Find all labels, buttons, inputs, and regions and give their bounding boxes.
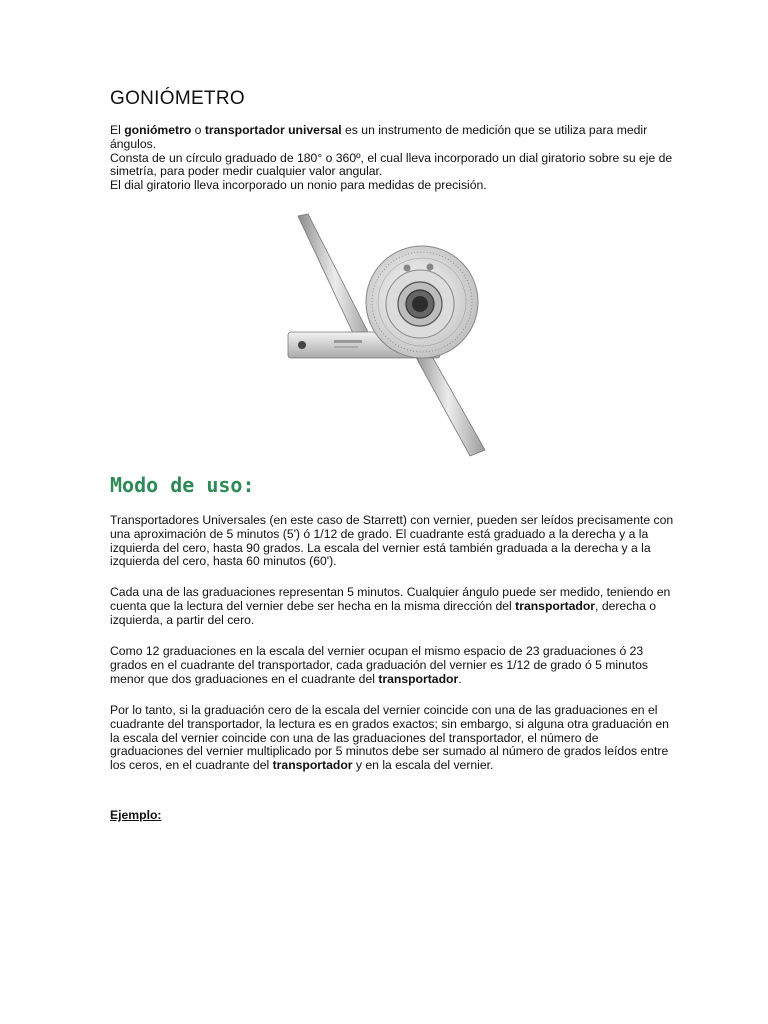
intro-line-2: Consta de un círculo graduado de 180° o 360º, el cual lleva incorporado un dial giratorio sobre su eje de simetría, para poder medir cualquier valor angular. bbox=[110, 150, 673, 179]
intro-bold-transportador: transportador universal bbox=[204, 123, 342, 137]
p2-text: Cada una de las graduaciones representan 5 minutos. Cualquier ángulo puede ser medido, teniendo en cuenta que la lectura del vernier debe ser hecha en la misma dirección del bbox=[110, 585, 671, 613]
intro-text: es un instrumento de medición que se utiliza para medir ángulos. bbox=[110, 123, 648, 151]
paragraph-3 bbox=[110, 645, 675, 686]
page-title: GONIÓMETRO bbox=[110, 88, 245, 109]
p4-bold: transportador bbox=[272, 758, 353, 773]
section-title: Modo de uso: bbox=[110, 473, 255, 497]
p2-bold: transportador bbox=[515, 598, 596, 613]
intro-text: El bbox=[110, 123, 125, 137]
goniometer-photo bbox=[280, 210, 500, 460]
intro-paragraph bbox=[110, 124, 675, 193]
p4-text: Por lo tanto, si la graduación cero de la escala del vernier coincide con una de las graduaciones en el cuadrante del transportador, la lectura es en grados exactos; sin embargo, si alguna otra graduación en la escala del vernier coincide con una de las graduaciones del transportador, el número de graduaciones del vernier multiplicado por 5 minutos debe ser sumado al número de grados leídos entre los ceros, en el cuadrante del bbox=[110, 703, 669, 773]
paragraph-2 bbox=[110, 586, 675, 627]
p4-text-end: y en la escala del vernier. bbox=[352, 758, 494, 773]
p2-text-end: , derecha o izquierda, a partir del cero. bbox=[110, 598, 657, 627]
intro-bold-goniometro: goniómetro bbox=[124, 123, 192, 137]
p3-text-end: . bbox=[458, 671, 462, 686]
paragraph-1: Transportadores Universales (en este caso de Starrett) con vernier, pueden ser leídos precisamente con una aproximación de 5 minutos (5') ó 1/12 de grado. El cuadrante está graduado a la derecha y a la izquierda del cero, hasta 90 grados. La escala del vernier está también graduada a la derecha y a la izquierda del cero, hasta 60 minutos (60'). bbox=[110, 513, 674, 569]
example-heading: Ejemplo: bbox=[110, 808, 162, 822]
p3-text: Como 12 graduaciones en la escala del vernier ocupan el mismo espacio de 23 graduaciones ó 23 grados en el cuadrante del transportador, cada graduación del vernier es 1/12 de grado ó 5 minutos menor que dos graduaciones en el cuadrante del bbox=[110, 644, 648, 686]
p3-bold: transportador bbox=[378, 671, 459, 686]
intro-text: o bbox=[191, 123, 205, 137]
intro-line-3: El dial giratorio lleva incorporado un nonio para medidas de precisión. bbox=[110, 178, 487, 193]
paragraph-4 bbox=[110, 704, 675, 773]
